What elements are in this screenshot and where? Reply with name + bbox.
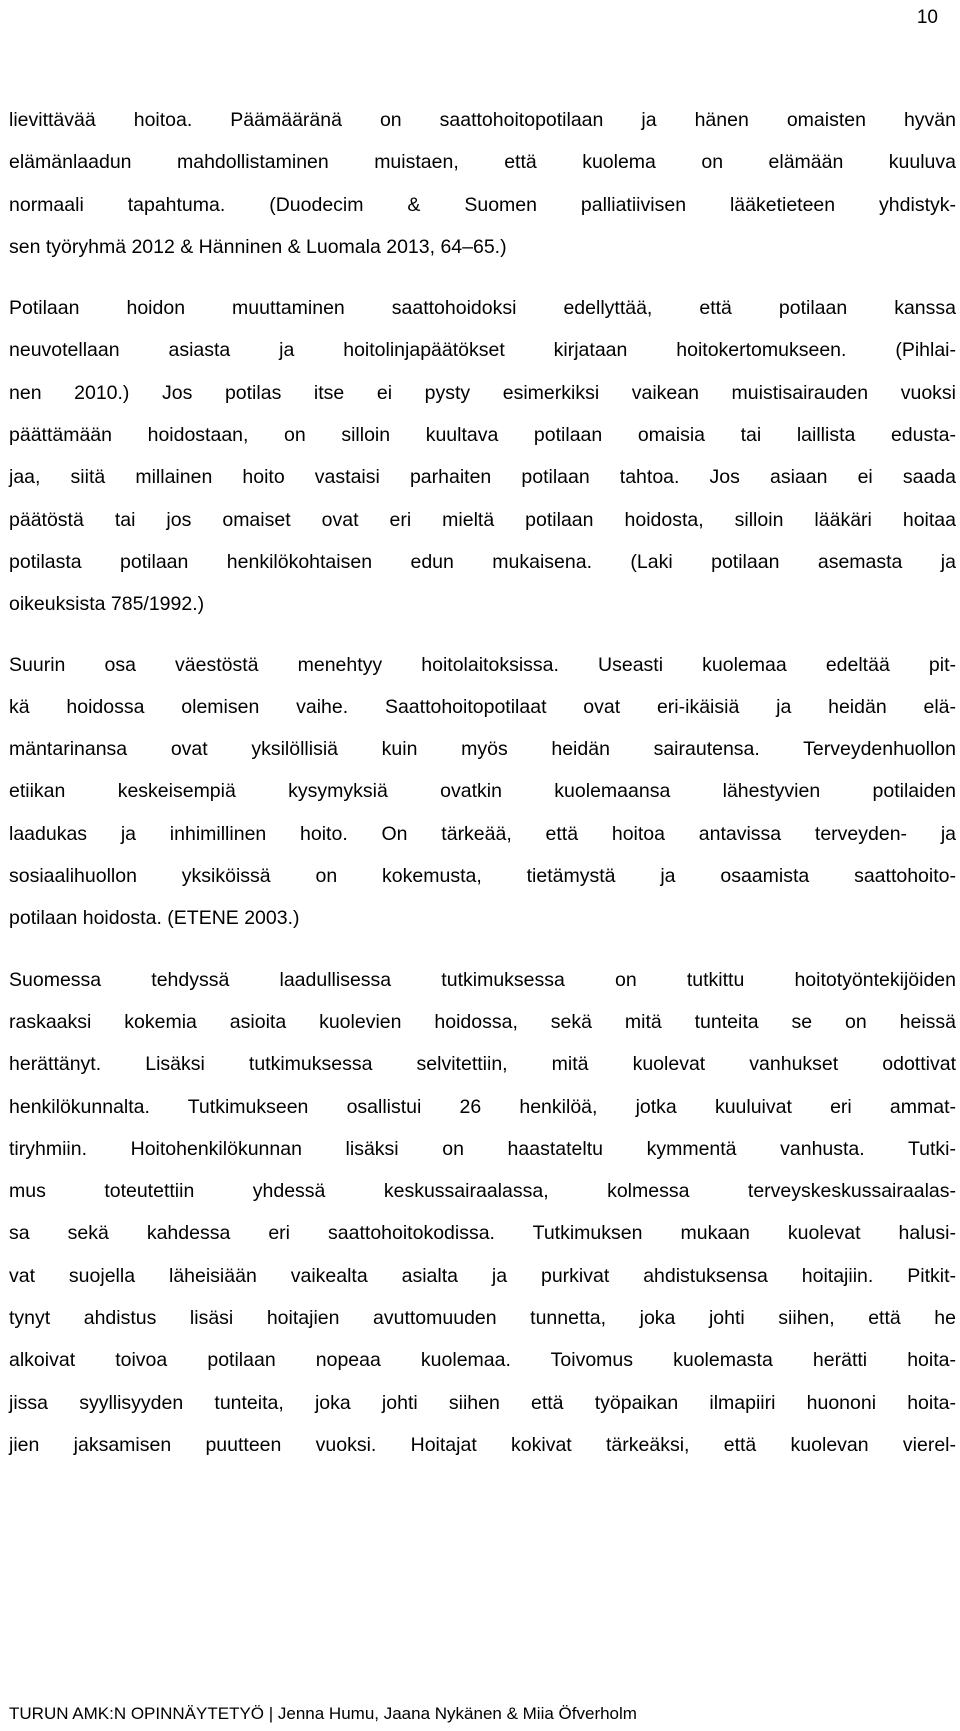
text-line: etiikan keskeisempiä kysymyksiä ovatkin kuolemaansa lähestyvien potilaiden bbox=[9, 780, 956, 803]
text-line: lievittävää hoitoa. Päämääränä on saattohoitopotilaan ja hänen omaisten hyvän bbox=[9, 109, 956, 131]
text-line: tynyt ahdistus lisäsi hoitajien avuttomuuden tunnetta, joka johti siihen, että he bbox=[9, 1307, 956, 1330]
text-line: neuvotellaan asiasta ja hoitolinjapäätökset kirjataan hoitokertomukseen. (Pihlai- bbox=[9, 339, 956, 362]
paragraph bbox=[9, 99, 956, 268]
text-line: raskaaksi kokemia asioita kuolevien hoidossa, sekä mitä tunteita se on heissä bbox=[9, 1010, 956, 1033]
text-line: laadukas ja inhimillinen hoito. On tärkeää, että hoitoa antavissa terveyden- ja bbox=[9, 822, 956, 845]
text-line: oikeuksista 785/1992.) bbox=[9, 593, 205, 616]
text-line: Suomessa tehdyssä laadullisessa tutkimuksessa on tutkittu hoitotyöntekijöiden bbox=[9, 968, 956, 991]
paragraph bbox=[9, 644, 956, 940]
text-line: jaa, siitä millainen hoito vastaisi parhaiten potilaan tahtoa. Jos asiaan ei saada bbox=[9, 466, 956, 489]
paragraph bbox=[9, 959, 956, 1467]
text-line: herättänyt. Lisäksi tutkimuksessa selvitettiin, mitä kuolevat vanhukset odottivat bbox=[9, 1053, 956, 1076]
text-line: Potilaan hoidon muuttaminen saattohoidoksi edellyttää, että potilaan kanssa bbox=[9, 297, 956, 320]
page-number: 10 bbox=[916, 7, 938, 28]
text-line: päätöstä tai jos omaiset ovat eri mieltä potilaan hoidosta, silloin lääkäri hoitaa bbox=[9, 508, 956, 531]
document-body bbox=[9, 99, 956, 1466]
text-line: alkoivat toivoa potilaan nopeaa kuolemaa. Toivomus kuolemasta herätti hoita- bbox=[9, 1349, 956, 1372]
text-line: mäntarinansa ovat yksilöllisiä kuin myös heidän sairautensa. Terveydenhuollon bbox=[9, 738, 956, 761]
text-line: henkilökunnalta. Tutkimukseen osallistui 26 henkilöä, jotka kuuluivat eri ammat- bbox=[9, 1095, 956, 1118]
text-line: jissa syyllisyyden tunteita, joka johti siihen että työpaikan ilmapiiri huononi hoita- bbox=[9, 1391, 956, 1414]
text-line: elämänlaadun mahdollistaminen muistaen, että kuolema on elämään kuuluva bbox=[9, 151, 956, 174]
page-footer: TURUN AMK:N OPINNÄYTETYÖ | Jenna Humu, Jaana Nykänen & Miia Öfverholm bbox=[9, 1704, 637, 1723]
text-line: normaali tapahtuma. (Duodecim & Suomen palliatiivisen lääketieteen yhdistyk- bbox=[9, 193, 956, 216]
text-line: jien jaksamisen puutteen vuoksi. Hoitajat kokivat tärkeäksi, että kuolevan vierel- bbox=[9, 1433, 956, 1456]
text-line: nen 2010.) Jos potilas itse ei pysty esimerkiksi vaikean muistisairauden vuoksi bbox=[9, 381, 956, 404]
text-line: päättämään hoidostaan, on silloin kuultava potilaan omaisia tai laillista edusta- bbox=[9, 424, 956, 447]
text-line: kä hoidossa olemisen vaihe. Saattohoitopotilaat ovat eri-ikäisiä ja heidän elä- bbox=[9, 695, 956, 718]
text-line: sa sekä kahdessa eri saattohoitokodissa. Tutkimuksen mukaan kuolevat halusi- bbox=[9, 1222, 956, 1245]
text-line: mus toteutettiin yhdessä keskussairaalassa, kolmessa terveyskeskussairaalas- bbox=[9, 1180, 956, 1203]
text-line: sosiaalihuollon yksiköissä on kokemusta, tietämystä ja osaamista saattohoito- bbox=[9, 865, 956, 888]
paragraph bbox=[9, 287, 956, 625]
text-line: potilasta potilaan henkilökohtaisen edun mukaisena. (Laki potilaan asemasta ja bbox=[9, 550, 956, 573]
text-line: potilaan hoidosta. (ETENE 2003.) bbox=[9, 907, 300, 930]
text-line: tiryhmiin. Hoitohenkilökunnan lisäksi on haastateltu kymmentä vanhusta. Tutki- bbox=[9, 1137, 956, 1160]
text-line: Suurin osa väestöstä menehtyy hoitolaitoksissa. Useasti kuolemaa edeltää pit- bbox=[9, 653, 956, 676]
text-line: sen työryhmä 2012 & Hänninen & Luomala 2013, 64–65.) bbox=[9, 235, 507, 258]
text-line: vat suojella läheisiään vaikealta asialta ja purkivat ahdistuksensa hoitajiin. Pitkit- bbox=[9, 1264, 956, 1287]
